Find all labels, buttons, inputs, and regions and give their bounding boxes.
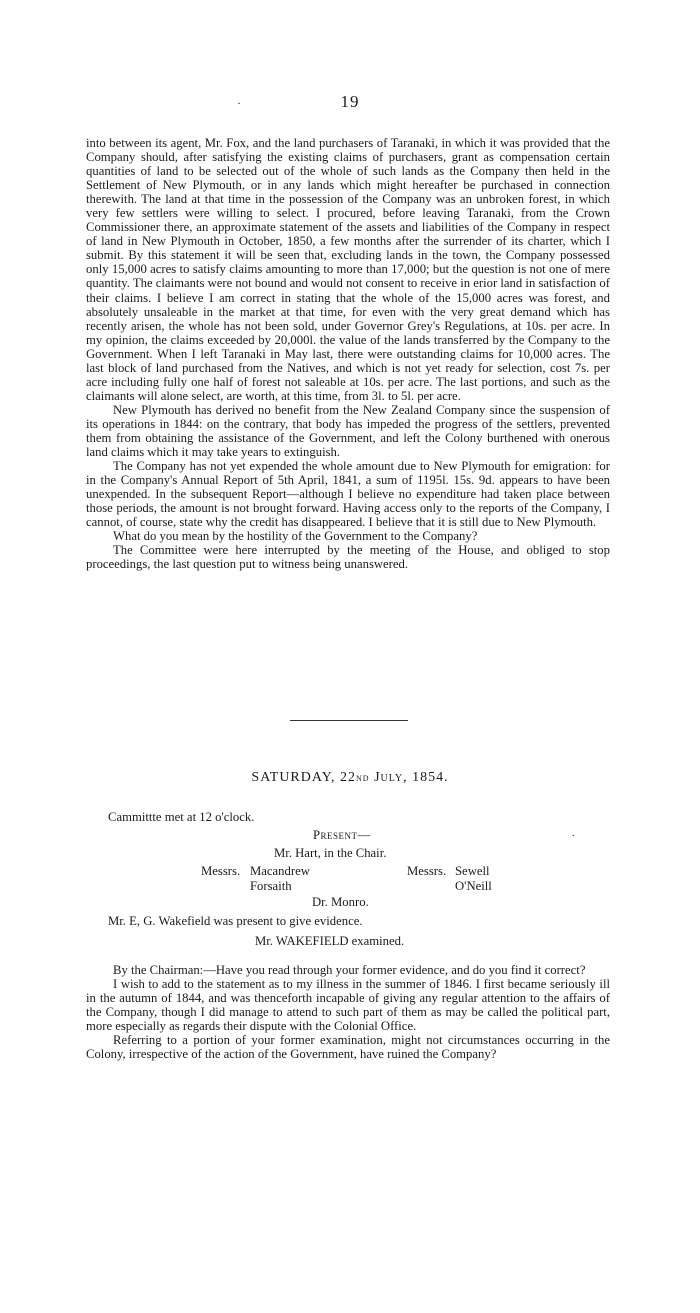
margin-mark: . [572,828,575,839]
member-name: Macandrew [250,864,310,878]
answer: I wish to add to the statement as to my illness in the summer of 1846. I first became seriously ill in the autumn of 1844, and was thenceforth incapable of giving any regular attention to the affairs of the Company, though I did manage to attend to such part of them as may be called the political part, more especially as regards their dispute with the Colonial Office. [86,977,610,1034]
present-heading: Present— [313,828,371,842]
session-date: SATURDAY, 22nd July, 1854. [251,770,449,785]
question: By the Chairman:—Have you read through your former evidence, and do you find it correct? [113,963,586,977]
members-right-prefix: Messrs. [407,864,447,878]
page-number: 19 [340,92,360,111]
chair-line: Mr. Hart, in the Chair. [274,846,387,860]
page-speck: · [237,96,241,110]
paragraph: into between its agent, Mr. Fox, and the land purchasers of Taranaki, in which it was provided that the Company should, after satisfying the existing claims of purchasers, grant as compensation certain quantities of land to be selected out of the whole of such lands as the Company then held in the Settlement of New Plymouth, or in any lands which might hereafter be purchased in connection therewith. The land at that time in the possession of the Company was an unbroken forest, in which very few settlers were willing to select. I procured, before leaving Taranaki, from the Crown Commissioner there, an approximate statement of the assets and liabilities of the Company in respect of land in New Plymouth in October, 1850, a few months after the surrender of its charter, which I submit. By this statement it will be seen that, excluding lands in the town, the Company possessed only 15,000 acres to satisfy claims amounting to more than 17,000; but the question is not one of mere quantity. The claimants were not bound and would not consent to receive in erior land in satisfaction of their claims. I believe I am correct in stating that the whole of the 15,000 acres was forest, and absolutely unsaleable in the market at that time, for even with the very great demand which has recently arisen, the whole has not been sold, under Governor Grey's Regulations, at 10s. per acre. In my opinion, the claims exceeded by 20,000l. the value of the lands transferred by the Company to the Government. When I left Taranaki in May last, there were outstanding claims for 10,000 acres. The last block of land purchased from the Natives, and which is not yet ready for selection, cost 7s. per acre including fully one half of forest not saleable at 10s. per acre. The last portions, and such as the claimants will alone select, are worth, at this time, from 3l. to 5l. per acre. [86,136,610,403]
section-divider [290,720,408,721]
committee-met: Cammittte met at 12 o'clock. [108,810,255,824]
member-name: Forsaith [250,879,292,893]
paragraph: The Committee were here interrupted by the meeting of the House, and obliged to stop proceedings, the last question put to witness being unanswered. [86,543,610,572]
evidence-continuation [86,136,610,571]
question: What do you mean by the hostility of the Government to the Company? [113,529,478,544]
paragraph: New Plymouth has derived no benefit from the New Zealand Company since the suspension of its operations in 1844: on the contrary, that body has impeded the progress of the settlers, prevented them from obtaining the assistance of the Government, and left the Colony burthened with onerous land claims which it may take years to extinguish. [86,402,610,460]
members-left-prefix: Messrs. [201,864,241,878]
member-name: Dr. Monro. [312,895,369,909]
member-name: O'Neill [455,879,492,893]
question: Referring to a portion of your former examination, might not circumstances occurring in the Colony, irrespective of the action of the Government, have ruined the Company? [86,1033,610,1062]
witness-present: Mr. E, G. Wakefield was present to give evidence. [108,914,363,928]
member-name: Sewell [455,864,490,878]
paragraph: The Company has not yet expended the whole amount due to New Plymouth for emigration: for in the Company's Annual Report of 5th April, 1841, a sum of 1195l. 15s. 9d. appears to have been unexpended. In the subsequent Report—although I believe no expenditure had taken place between those periods, the amount is not brought forward. Having access only to the reports of the Company, I cannot, of course, state why the credit has disappeared. I believe that it is still due to New Plymouth. [86,459,610,530]
examination-text [86,963,610,1061]
examined-heading: Mr. WAKEFIELD examined. [255,934,405,948]
